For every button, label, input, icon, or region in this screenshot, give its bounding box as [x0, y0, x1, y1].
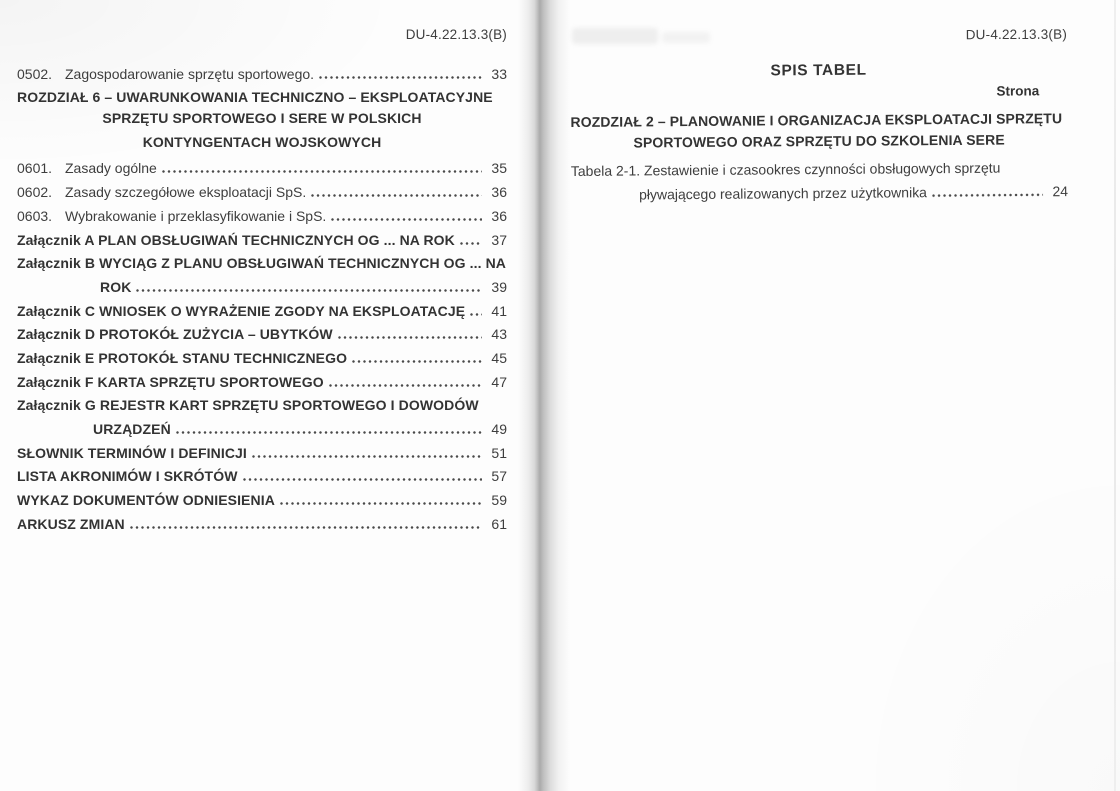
dot-leader — [280, 502, 482, 505]
dot-leader — [331, 218, 482, 221]
dot-leader — [460, 242, 482, 245]
toc-entry — [17, 441, 507, 465]
entry-text: LISTA AKRONIMÓW I SKRÓTÓW — [17, 468, 238, 485]
entry-text: Zasady szczegółowe eksploatacji SpS. — [65, 184, 307, 201]
table-of-contents — [17, 62, 507, 536]
entry-text: SPRZĘTU SPORTOWEGO I SERE W POLSKICH — [102, 110, 422, 127]
entry-text: WYKAZ DOKUMENTÓW ODNIESIENIA — [17, 492, 275, 509]
toc-entry — [17, 465, 507, 489]
page-number: 45 — [491, 349, 507, 366]
page-number: 36 — [491, 207, 507, 224]
dot-leader — [352, 360, 482, 363]
page-number: 39 — [491, 278, 507, 295]
entry-text: ROK — [100, 278, 132, 295]
page-number: 57 — [491, 468, 507, 485]
toc-entry — [17, 204, 507, 228]
toc-entry — [17, 252, 507, 276]
entry-text: Załącznik A PLAN OBSŁUGIWAŃ TECHNICZNYCH OG ... NA ROK — [17, 231, 455, 248]
entry-text: Załącznik F KARTA SPRZĘTU SPORTOWEGO — [17, 373, 324, 390]
scan-page-edge — [1114, 0, 1116, 791]
toc-entry — [17, 62, 507, 86]
page-number: 33 — [491, 65, 507, 82]
entry-text: Załącznik B WYCIĄG Z PLANU OBSŁUGIWAŃ TECHNICZNYCH OG ... NA — [17, 255, 507, 272]
toc-entry — [17, 323, 507, 347]
toc-entry — [17, 346, 507, 370]
entry-text: Zasady ogólne — [65, 160, 157, 177]
dot-leader — [329, 384, 482, 387]
dot-leader — [130, 526, 482, 529]
spis-tabel-title: SPIS TABEL — [770, 61, 867, 80]
toc-entry — [17, 133, 507, 157]
dot-leader — [470, 313, 482, 316]
entry-text: Zagospodarowanie sprzętu sportowego. — [65, 65, 315, 82]
entry-text: pływającego realizowanych przez użytkownika — [638, 184, 928, 203]
toc-entry — [17, 86, 507, 110]
entry-text: SŁOWNIK TERMINÓW I DEFINICJI — [17, 444, 247, 461]
strona-column-label: Strona — [996, 83, 1040, 99]
dot-leader — [243, 478, 482, 481]
dot-leader — [176, 431, 482, 434]
doc-code-header-left: DU-4.22.13.3(B) — [405, 27, 507, 42]
entry-text: URZĄDZEŃ — [93, 421, 171, 437]
entry-number: 0602. — [17, 184, 53, 201]
dot-leader — [932, 193, 1043, 197]
dot-leader — [162, 170, 482, 173]
dot-leader — [311, 194, 482, 197]
entry-text: Załącznik G REJESTR KART SPRZĘTU SPORTOWEGO I DOWODÓW — [17, 397, 479, 414]
dot-leader — [252, 455, 482, 458]
dot-leader — [136, 289, 482, 292]
toc-entry — [571, 179, 1068, 207]
page-number: 59 — [491, 492, 507, 509]
entry-text: Załącznik E PROTOKÓŁ STANU TECHNICZNEGO — [17, 349, 348, 366]
toc-entry — [17, 299, 507, 323]
page-number: 43 — [491, 326, 507, 343]
entry-number: 0502. — [17, 65, 53, 82]
entry-text: ARKUSZ ZMIAN — [17, 515, 125, 532]
entry-text: Załącznik C WNIOSEK O WYRAŻENIE ZGODY NA EKSPLOATACJĘ — [17, 302, 466, 319]
toc-entry — [17, 512, 507, 536]
entry-text: Tabela 2-1. Zestawienie i czasookres czynności obsługowych sprzętu — [570, 159, 1001, 179]
page-number: 24 — [1052, 183, 1069, 200]
toc-entry — [17, 417, 507, 441]
page-number: 49 — [491, 421, 507, 437]
entry-text: Wybrakowanie i przeklasyfikowanie i SpS. — [65, 207, 327, 224]
entry-number: 0601. — [17, 160, 53, 177]
toc-entry — [17, 180, 507, 204]
page-number: 35 — [491, 160, 507, 177]
toc-entry — [17, 370, 507, 394]
list-of-tables — [570, 60, 1068, 207]
toc-entry — [17, 488, 507, 512]
dot-leader — [319, 76, 482, 79]
page-number: 47 — [491, 373, 507, 390]
toc-entry — [17, 109, 507, 133]
toc-entry — [17, 228, 507, 252]
toc-entry — [17, 275, 507, 299]
toc-entry — [17, 394, 507, 418]
page-number: 41 — [491, 302, 507, 319]
page-number: 51 — [491, 444, 507, 461]
entry-text: KONTYNGENTACH WOJSKOWYCH — [142, 134, 382, 151]
toc-entry — [17, 157, 507, 181]
list-of-tables-entries — [570, 106, 1068, 207]
dot-leader — [338, 336, 482, 339]
entry-text: ROZDZIAŁ 2 – PLANOWANIE I ORGANIZACJA EKSPLOATACJI SPRZĘTU — [570, 110, 1063, 131]
entry-number: 0603. — [17, 207, 53, 224]
entry-text: ROZDZIAŁ 6 – UWARUNKOWANIA TECHNICZNO – EKSPLOATACYJNE — [17, 89, 493, 106]
entry-text: SPORTOWEGO ORAZ SPRZĘTU DO SZKOLENIA SERE — [633, 131, 1005, 151]
doc-code-header-right: DU-4.22.13.3(B) — [965, 26, 1068, 43]
page-number: 37 — [491, 231, 507, 248]
page-number: 36 — [491, 184, 507, 201]
entry-text: Załącznik D PROTOKÓŁ ZUŻYCIA – UBYTKÓW — [17, 326, 333, 343]
book-spine-shadow — [518, 0, 570, 791]
page-number: 61 — [491, 515, 507, 532]
